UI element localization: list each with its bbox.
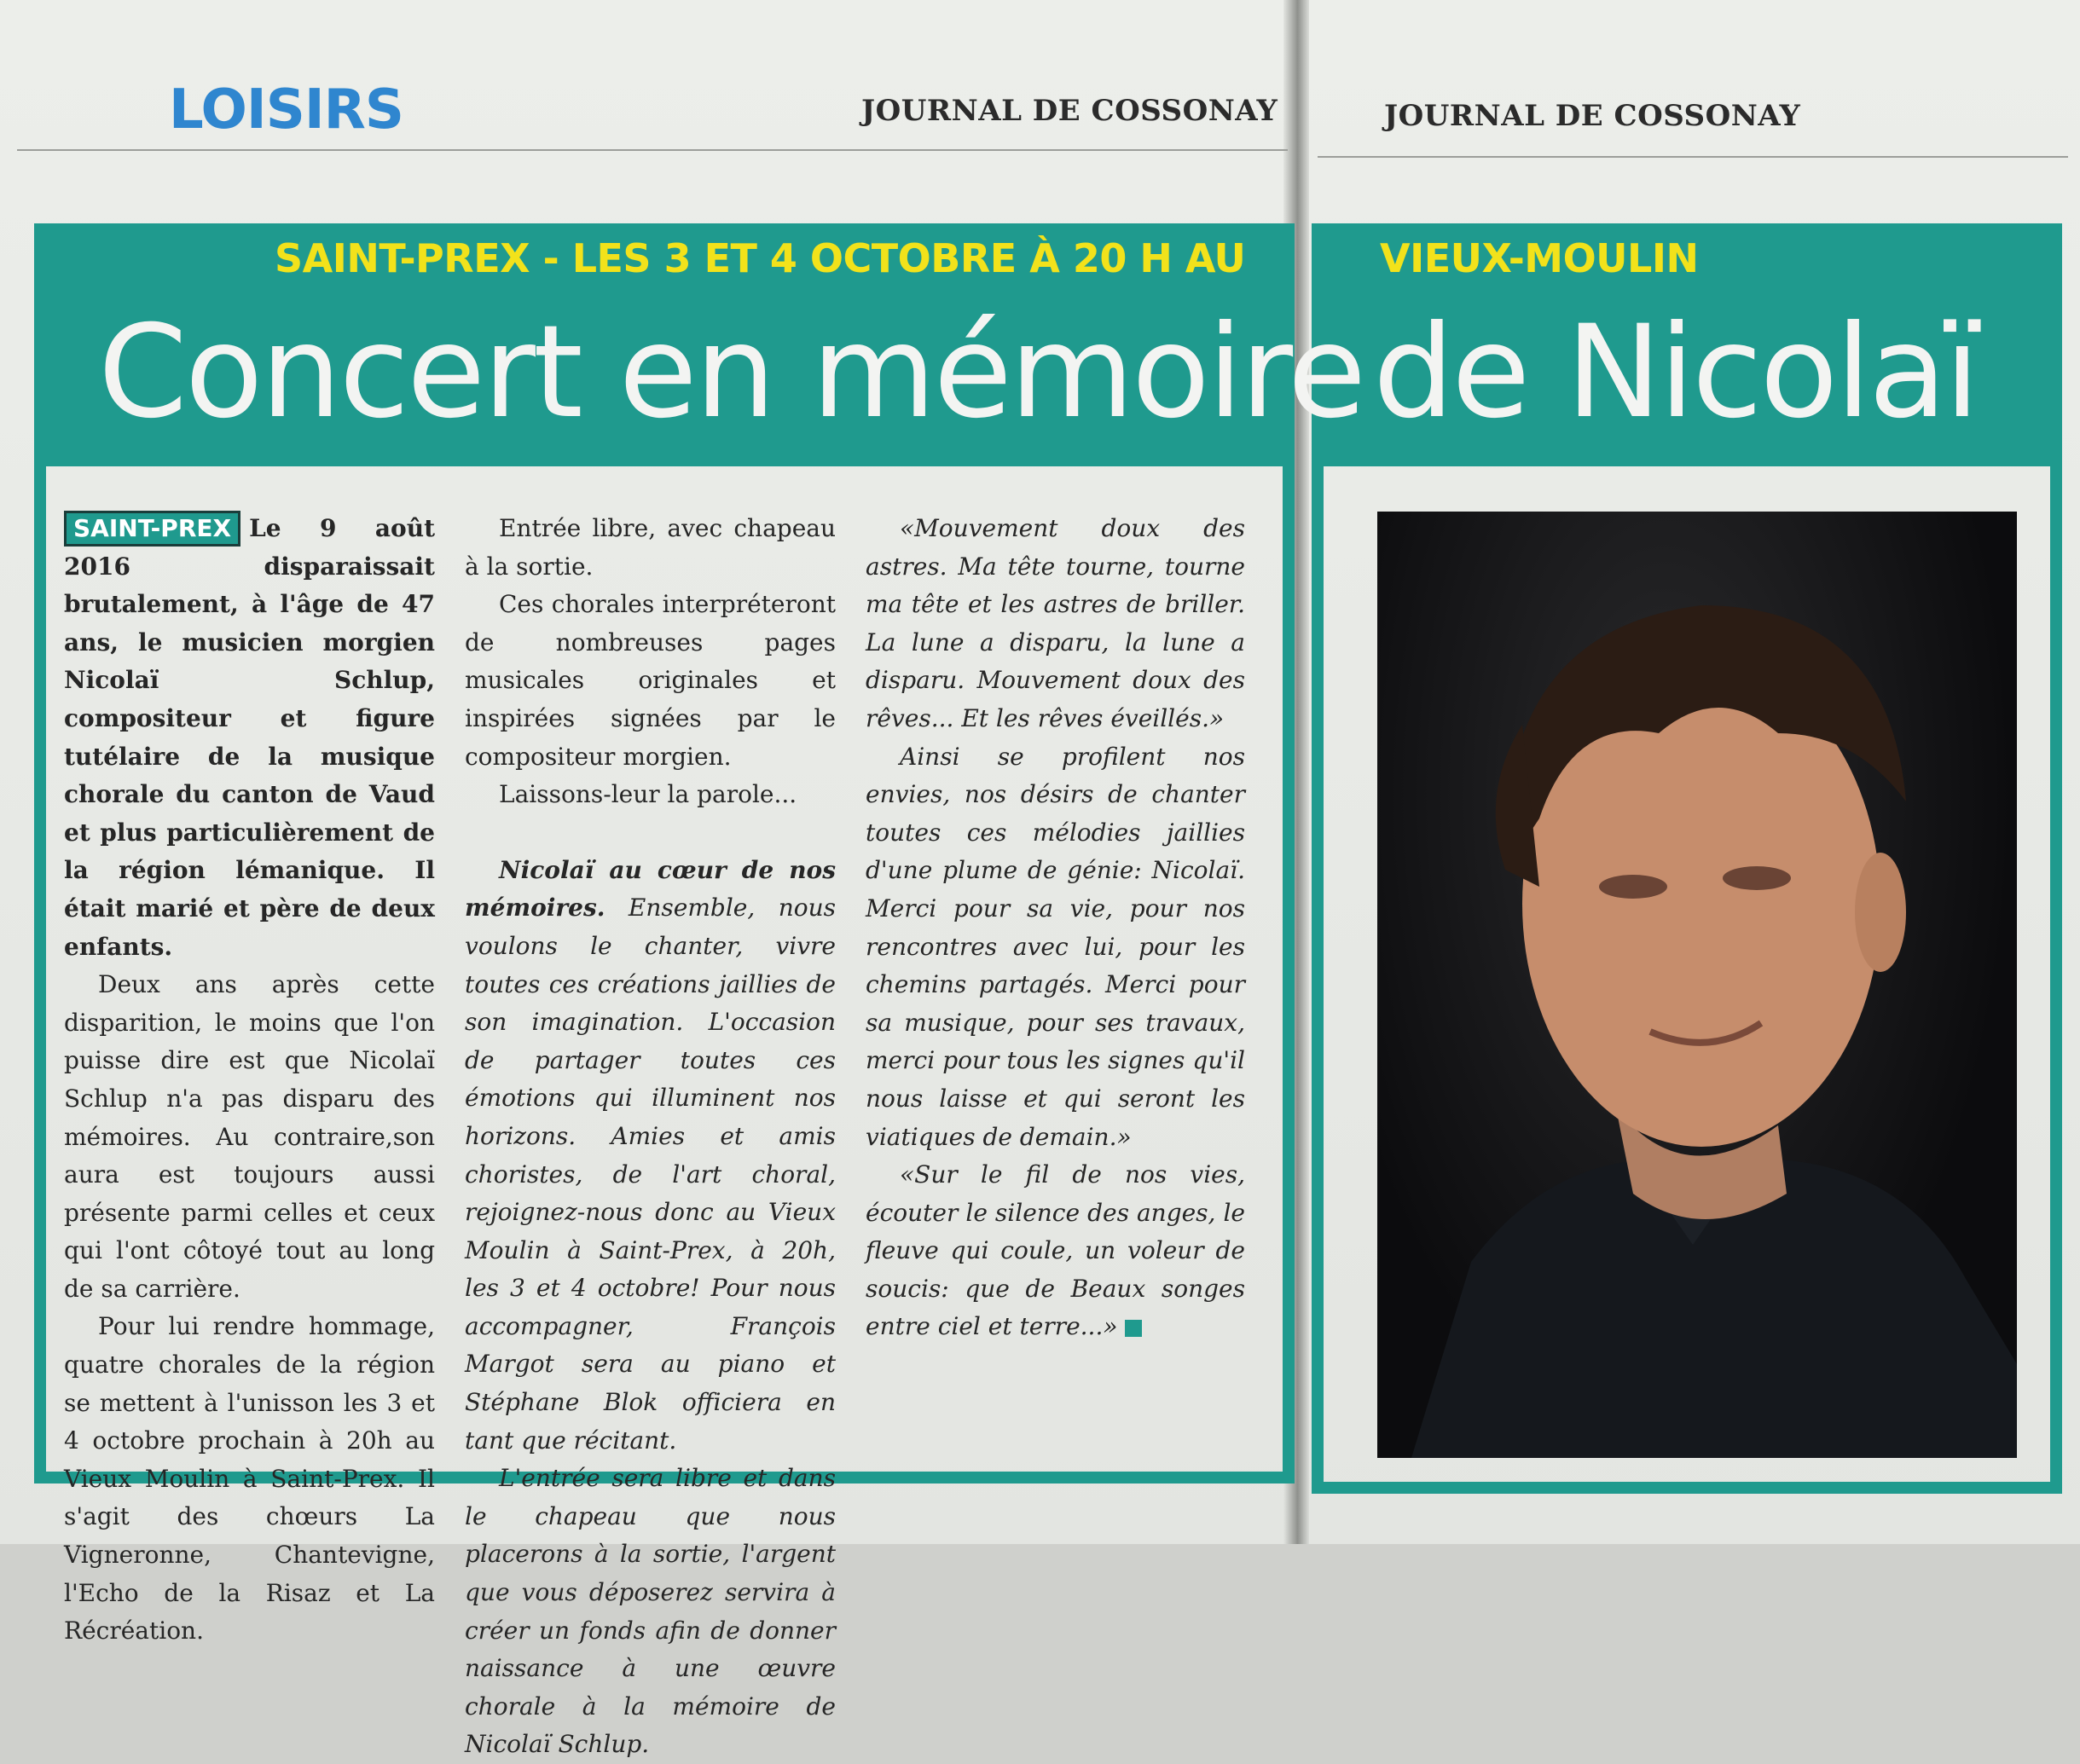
headline-right: de Nicolaï bbox=[1373, 298, 1978, 447]
lead-text: Le 9 août 2016 disparaissait brutalement, à l'âge de 47 ans, le musicien morgien Nicolaï Schlup, compositeur et figure tutélaire de la musique chorale du canton de Vaud et plus particulièrement de la région lémanique. Il était marié et père de deux enfants. bbox=[64, 514, 435, 961]
location-badge: SAINT-PREX bbox=[64, 511, 240, 547]
kicker-right: VIEUX-MOULIN bbox=[1380, 235, 1699, 281]
kicker-left: SAINT-PREX - LES 3 ET 4 OCTOBRE À 20 H AU bbox=[275, 235, 1246, 281]
journal-name-left: JOURNAL DE COSSONAY bbox=[861, 94, 1278, 128]
paragraph: Laissons-leur la parole... bbox=[499, 780, 797, 809]
paragraph: «Mouvement doux des astres. Ma tête tourne, tourne ma tête et les astres de briller. La lune a disparu, la lune a disparu. Mouvement doux des rêves... Et les rêves éveillés.» bbox=[866, 514, 1245, 732]
closing-quote: «Sur le fil de nos vies, écouter le silence des anges, le fleuve qui coule, un voleur de soucis: que de Beaux songes entre ciel et terre...» bbox=[866, 1160, 1245, 1341]
paragraph: Ces chorales interpréteront de nombreuses pages musicales originales et inspirées signées par le compositeur morgien. bbox=[465, 590, 836, 771]
paragraph bbox=[866, 1156, 1245, 1346]
header-rule-right bbox=[1318, 156, 2068, 158]
article-column-2 bbox=[465, 510, 836, 1764]
article-column-1 bbox=[64, 510, 435, 1651]
paragraph: Deux ans après cette disparition, le moins que l'on puisse dire est que Nicolaï Schlup n'a pas disparu des mémoires. Au contraire,son aura est toujours aussi présente parmi celles et ceux qui l'ont côtoyé tout au long de sa carrière. bbox=[64, 970, 435, 1303]
header-rule-left bbox=[17, 149, 1288, 151]
paragraph: Entrée libre, avec chapeau à la sortie. bbox=[465, 514, 836, 581]
paragraph: Pour lui rendre hommage, quatre chorales de la région se mettent à l'unisson les 3 et 4 octobre prochain à 20h au Vieux Moulin à Saint-Prex. Il s'agit des chœurs La Vigneronne, Chantevigne, l'Echo de la Risaz et La Récréation. bbox=[64, 1312, 435, 1645]
quote-text: Ensemble, nous voulons le chanter, vivre toutes ces créations jaillies de son imagination. L'occasion de partager toutes ces émotions qui illuminent nos horizons. Amies et amis choristes, de l'art choral, rejoignez-nous donc au Vieux Moulin à Saint-Prex, à 20h, les 3 et 4 octobre! Pour nous accompagner, François Margot sera au piano et Stéphane Blok officiera en tant que récitant. bbox=[465, 894, 836, 1455]
lead-paragraph bbox=[64, 510, 435, 966]
paragraph: Ainsi se profilent nos envies, nos désirs de chanter toutes ces mélodies jaillies d'une plume de génie: Nicolaï. Merci pour sa vie, pour nos rencontres avec lui, pour les chemins partagés. Merci pour sa musique, pour ses travaux, merci pour tous les signes qu'il nous laisse et qui seront les viatiques de demain.» bbox=[866, 742, 1245, 1151]
paragraph: L'entrée sera libre et dans le chapeau que nous placerons à la sortie, l'argent que vous déposerez servira à créer un fonds afin de donner naissance à une œuvre chorale à la mémoire de Nicolaï Schlup. bbox=[465, 1464, 836, 1759]
headline-left: Concert en mémoire bbox=[98, 298, 1364, 447]
portrait-photo bbox=[1377, 512, 2017, 1458]
end-mark-icon bbox=[1125, 1320, 1142, 1337]
quote-paragraph bbox=[465, 852, 836, 1460]
section-rubric: LOISIRS bbox=[169, 78, 403, 142]
quote-lead: Nicolaï au cœur de nos mémoires. bbox=[465, 855, 836, 922]
portrait-illustration bbox=[1377, 512, 2017, 1458]
journal-name-right: JOURNAL DE COSSONAY bbox=[1384, 99, 1801, 133]
article-column-3 bbox=[866, 510, 1245, 1346]
